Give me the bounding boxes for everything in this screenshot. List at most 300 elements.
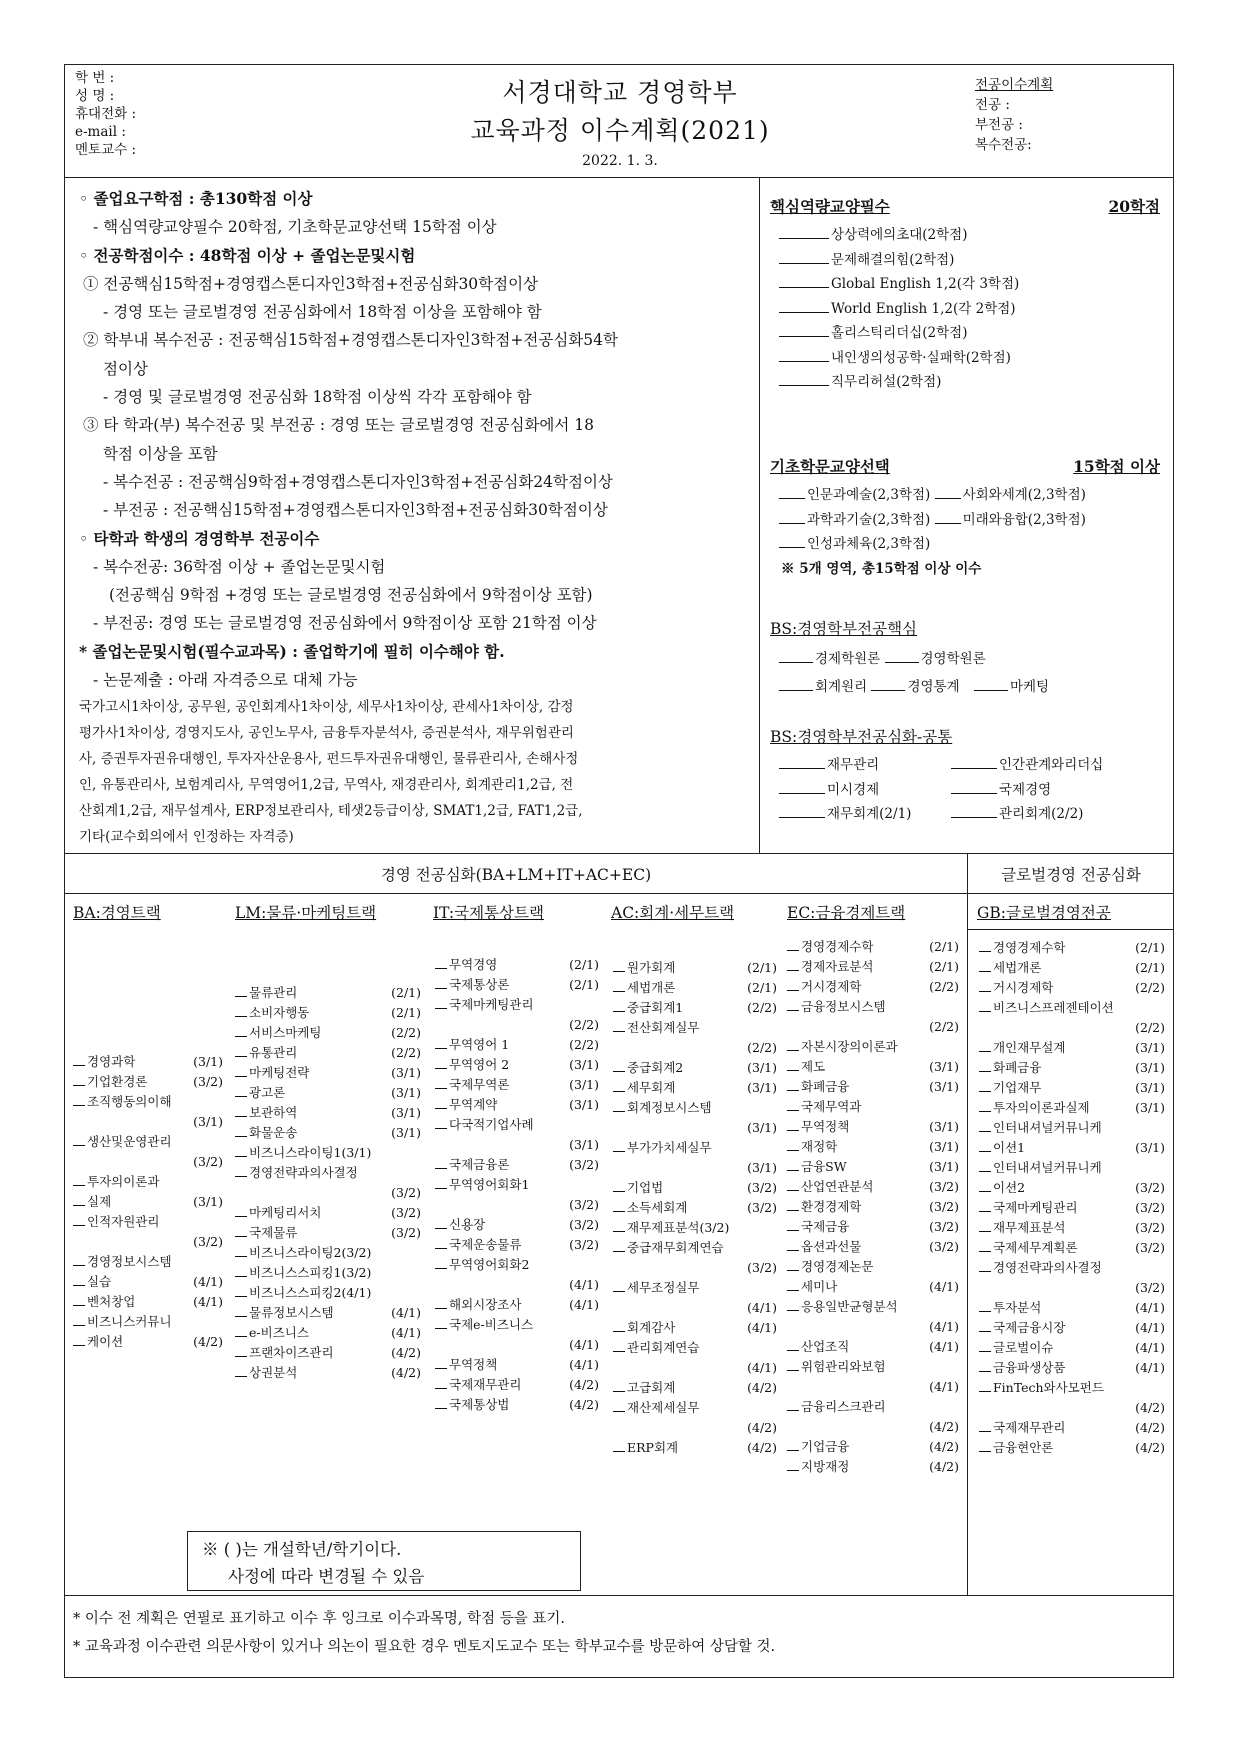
- course-name: 광고론: [235, 1083, 285, 1103]
- course-semester: (4/1): [193, 1274, 223, 1289]
- track-title-gb: GB:글로벌경영전공: [977, 904, 1111, 922]
- course-semester: (4/2): [1135, 1440, 1165, 1455]
- course-semester: (3/1): [569, 1097, 599, 1112]
- course-row: [979, 1158, 1165, 1178]
- course-name: 위험관리와보험: [787, 1357, 886, 1377]
- course-semester: (2/1): [569, 957, 599, 972]
- course-row: [73, 1332, 223, 1352]
- course-semester: (4/2): [569, 1397, 599, 1412]
- course-semester: (4/1): [929, 1339, 959, 1354]
- req-line: ◦ 타학과 학생의 경영학부 전공이수: [79, 528, 320, 548]
- course-semester: (2/1): [929, 959, 959, 974]
- course-row: [979, 1178, 1165, 1198]
- requirements-section: [79, 185, 618, 694]
- course-semester: (4/1): [929, 1319, 959, 1334]
- course-semester: (3/2): [569, 1217, 599, 1232]
- course-name: 중급회계2: [613, 1058, 683, 1078]
- course-row: [613, 1418, 777, 1438]
- course-row: [613, 1278, 777, 1298]
- course-name: 프랜차이즈관리: [235, 1343, 334, 1363]
- course-semester: (3/2): [569, 1157, 599, 1172]
- course-row: [73, 1192, 223, 1212]
- course-name: 개인재무설계: [979, 1038, 1065, 1058]
- course-name: 옵션과선물: [787, 1237, 861, 1257]
- course-item: 내인생의성공학·실패학(2학점): [831, 349, 1011, 366]
- course-name: 관리회계연습: [613, 1338, 699, 1358]
- course-semester: (3/1): [569, 1137, 599, 1152]
- course-semester: (4/1): [569, 1297, 599, 1312]
- req-line: ◦ 졸업요구학점 : 총130학점 이상: [79, 189, 313, 208]
- course-row: [787, 1157, 959, 1177]
- req-line: - 논문제출 : 아래 자격증으로 대체 가능: [93, 671, 358, 690]
- course-row: [787, 977, 959, 997]
- course-name: 생산및운영관리: [73, 1132, 172, 1152]
- course-semester: (3/2): [1135, 1240, 1165, 1255]
- course-name: 국제재무관리: [435, 1375, 521, 1395]
- course-name: 국제물류: [235, 1223, 297, 1243]
- basic-liberal-title: 기초학문교양선택: [770, 457, 890, 476]
- bs-adv-title: BS:경영학부전공심화-공통: [770, 728, 953, 746]
- course-semester: (3/2): [929, 1179, 959, 1194]
- course-row: [235, 1263, 421, 1283]
- course-row: [979, 1078, 1165, 1098]
- course-name: 물류정보시스템: [235, 1303, 334, 1323]
- student-id-label: 학 번 :: [75, 70, 115, 86]
- course-name: 경영전략과의사결정: [235, 1163, 358, 1183]
- footer-line: * 교육과정 이수관련 의문사항이 있거나 의논이 필요한 경우 멘토지도교수 또는 학부교수를 방문하여 상담할 것.: [73, 1639, 776, 1655]
- course-row: [979, 1218, 1165, 1238]
- course-item: 과학과기술(2,3학점): [807, 511, 931, 528]
- course-semester: (2/2): [929, 1019, 959, 1034]
- course-row: [613, 1198, 777, 1218]
- req-line: - 경영 또는 글로벌경영 전공심화에서 18학점 이상을 포함해야 함: [103, 303, 542, 322]
- course-name: 실제: [73, 1192, 111, 1212]
- course-semester: (4/1): [569, 1357, 599, 1372]
- course-name: 재정학: [787, 1137, 837, 1157]
- course-row: [613, 1358, 777, 1378]
- course-row: [787, 1217, 959, 1237]
- course-row: [235, 1283, 421, 1303]
- course-row: [613, 1138, 777, 1158]
- course-row: [235, 1043, 421, 1063]
- course-row: [787, 1117, 959, 1137]
- course-semester: (2/1): [1135, 940, 1165, 955]
- course-name: 투자의이론과: [73, 1172, 159, 1192]
- course-name: 국제세무계획론: [979, 1238, 1078, 1258]
- course-row: [73, 1132, 223, 1152]
- track-title-ba: BA:경영트랙: [73, 904, 161, 922]
- course-name: 세무조정실무: [613, 1278, 699, 1298]
- course-row: [787, 1437, 959, 1457]
- course-semester: (3/2): [1135, 1180, 1165, 1195]
- course-row: [73, 1092, 223, 1112]
- course-semester: (3/2): [929, 1199, 959, 1214]
- course-semester: (4/1): [1135, 1320, 1165, 1335]
- course-item: Global English 1,2(각 3학점): [831, 276, 1020, 292]
- course-name: FinTech와사모펀드: [979, 1378, 1104, 1398]
- course-semester: (2/2): [569, 1017, 599, 1032]
- course-name: 무역경영: [435, 955, 497, 975]
- course-name: 세무회계: [613, 1078, 675, 1098]
- course-semester: (4/2): [1135, 1420, 1165, 1435]
- course-row: [235, 983, 421, 1003]
- course-semester: (3/1): [929, 1119, 959, 1134]
- course-row: [613, 998, 777, 1018]
- course-semester: (4/1): [391, 1325, 421, 1340]
- course-name: 국제무역론: [435, 1075, 509, 1095]
- course-name: 무역정책: [435, 1355, 497, 1375]
- cert-line: 사, 증권투자권유대행인, 투자자산운용사, 펀드투자권유대행인, 물류관리사, 손해사정: [79, 751, 579, 767]
- course-row: [787, 1017, 959, 1037]
- track-list-ac: [613, 958, 777, 1458]
- course-name: 신용장: [435, 1215, 485, 1235]
- course-row: [73, 1072, 223, 1092]
- course-row: [613, 1258, 777, 1278]
- bs-core-header: [770, 617, 917, 639]
- core-liberal-title: 핵심역량교양필수: [770, 197, 890, 216]
- course-row: [979, 1258, 1165, 1278]
- course-name: 인적자원관리: [73, 1212, 159, 1232]
- course-item: 홀리스틱리더십(2학점): [831, 325, 968, 341]
- course-row: [787, 1137, 959, 1157]
- course-name: 회계정보시스템: [613, 1098, 712, 1118]
- course-row: [979, 1438, 1165, 1458]
- course-semester: (2/2): [747, 1000, 777, 1015]
- course-name: 경영정보시스템: [73, 1252, 172, 1272]
- course-row: [613, 978, 777, 998]
- course-item: 경제학원론: [815, 651, 881, 667]
- course-semester: (3/1): [193, 1114, 223, 1129]
- course-row: [435, 1335, 599, 1355]
- core-liberal-header: [770, 195, 1170, 217]
- course-item: 인간관계와리더십: [999, 757, 1104, 773]
- course-row: [613, 1058, 777, 1078]
- course-name: 화물운송: [235, 1123, 297, 1143]
- course-row: [235, 1063, 421, 1083]
- course-semester: (4/1): [747, 1320, 777, 1335]
- course-row: [613, 1158, 777, 1178]
- course-name: ERP회계: [613, 1438, 678, 1458]
- course-name: 부가가치세실무: [613, 1138, 712, 1158]
- course-semester: (4/2): [391, 1365, 421, 1380]
- course-semester: (4/1): [929, 1279, 959, 1294]
- course-name: 경영전략과의사결정: [979, 1258, 1102, 1278]
- course-row: [979, 1398, 1165, 1418]
- course-name: 국제금융론: [435, 1155, 509, 1175]
- course-semester: (3/1): [929, 1079, 959, 1094]
- course-name: 보관하역: [235, 1103, 297, 1123]
- course-row: [235, 1243, 421, 1263]
- course-name: 환경경제학: [787, 1197, 861, 1217]
- course-semester: (4/2): [747, 1440, 777, 1455]
- basic-note: ※ 5개 영역, 총15학점 이상 이수: [781, 560, 982, 577]
- course-name: 비즈니스프레젠테이션: [979, 998, 1114, 1018]
- course-semester: (4/2): [747, 1380, 777, 1395]
- course-name: 이션2: [979, 1178, 1025, 1198]
- course-name: 비즈니스라이팅1(3/1): [235, 1143, 371, 1163]
- course-semester: (4/2): [1135, 1400, 1165, 1415]
- req-line: 학점 이상을 포함: [103, 444, 218, 463]
- course-semester: (3/1): [391, 1105, 421, 1120]
- req-line: ② 학부내 복수전공 : 전공핵심15학점+경영캡스톤디자인3학점+전공심화54학: [83, 331, 618, 350]
- course-semester: (4/1): [1135, 1360, 1165, 1375]
- cert-line: 산회계1,2급, 재무설계사, ERP정보관리사, 테샛2등급이상, SMAT1,2급, FAT1,2급,: [79, 803, 583, 819]
- core-liberal-credits: 20학점: [1108, 197, 1160, 216]
- course-semester: (2/1): [747, 960, 777, 975]
- course-row: [235, 1083, 421, 1103]
- major-label: 전공 :: [975, 97, 1010, 113]
- course-semester: (3/2): [747, 1180, 777, 1195]
- course-row: [435, 975, 599, 995]
- bs-core-list: [779, 645, 1049, 701]
- course-row: [235, 1143, 421, 1163]
- course-row: [235, 1223, 421, 1243]
- req-line: (전공핵심 9학점 +경영 또는 글로벌경영 전공심화에서 9학점이상 포함): [109, 586, 593, 605]
- req-line: ③ 타 학과(부) 복수전공 및 부전공 : 경영 또는 글로벌경영 전공심화에서 18: [83, 416, 595, 435]
- course-semester: (4/1): [1135, 1300, 1165, 1315]
- course-row: [979, 1278, 1165, 1298]
- course-row: [787, 1177, 959, 1197]
- course-row: [787, 937, 959, 957]
- course-semester: (3/2): [1135, 1220, 1165, 1235]
- req-line: - 복수전공 : 전공핵심9학점+경영캡스톤디자인3학점+전공심화24학점이상: [103, 472, 613, 491]
- course-name: 비즈니스스피킹1(3/2): [235, 1263, 371, 1283]
- course-item: 문제해결의힘(2학점): [831, 251, 955, 268]
- course-semester: (4/1): [193, 1294, 223, 1309]
- track-title-ac: AC:회계·세무트랙: [611, 904, 735, 922]
- course-semester: (4/2): [747, 1420, 777, 1435]
- course-name: 중급회계1: [613, 998, 683, 1018]
- course-semester: (3/2): [929, 1239, 959, 1254]
- course-name: 세법개론: [613, 978, 675, 998]
- course-row: [787, 1057, 959, 1077]
- course-name: 자본시장의이론과: [787, 1037, 898, 1057]
- course-semester: (2/1): [747, 980, 777, 995]
- course-semester: (4/1): [569, 1277, 599, 1292]
- course-name: 케이션: [73, 1332, 123, 1352]
- course-row: [787, 1077, 959, 1097]
- bs-core-title: BS:경영학부전공핵심: [770, 620, 918, 638]
- course-semester: (3/2): [929, 1219, 959, 1234]
- course-row: [73, 1112, 223, 1132]
- course-row: [787, 1417, 959, 1437]
- course-row: [979, 958, 1165, 978]
- course-row: [235, 1183, 421, 1203]
- req-line: - 부전공: 경영 또는 글로벌경영 전공심화에서 9학점이상 포함 21학점 이상: [93, 614, 597, 633]
- course-semester: (3/1): [1135, 1060, 1165, 1075]
- course-semester: (3/2): [1135, 1280, 1165, 1295]
- basic-liberal-header: [770, 455, 1170, 477]
- course-name: 화폐금융: [979, 1058, 1041, 1078]
- course-semester: (4/1): [1135, 1340, 1165, 1355]
- course-semester: (4/2): [929, 1419, 959, 1434]
- minor-label: 부전공 :: [975, 117, 1023, 133]
- course-item: 미시경제: [827, 781, 880, 798]
- core-liberal-list: [779, 223, 1019, 395]
- course-row: [979, 1358, 1165, 1378]
- course-row: [787, 1397, 959, 1417]
- course-row: [435, 995, 599, 1015]
- course-row: [73, 1292, 223, 1312]
- req-line: - 복수전공: 36학점 이상 + 졸업논문및시험: [93, 557, 386, 576]
- course-row: [979, 1198, 1165, 1218]
- course-row: [235, 1203, 421, 1223]
- course-row: [235, 1343, 421, 1363]
- mentor-label: 멘토교수 :: [75, 142, 137, 158]
- course-name: 물류관리: [235, 983, 297, 1003]
- course-name: 투자의이론과실제: [979, 1098, 1090, 1118]
- course-row: [979, 1378, 1165, 1398]
- course-name: 상권분석: [235, 1363, 297, 1383]
- basic-liberal-credits: 15학점 이상: [1073, 457, 1160, 476]
- track-list-it: [435, 955, 599, 1415]
- req-line: 점이상: [103, 359, 148, 378]
- course-item: 회계원리: [815, 679, 868, 695]
- course-semester: (3/2): [569, 1197, 599, 1212]
- course-name: 제도: [787, 1057, 825, 1077]
- course-row: [979, 978, 1165, 998]
- course-row: [435, 1175, 599, 1195]
- bs-adv-list: [779, 753, 1169, 827]
- certificate-list: [79, 694, 583, 850]
- course-row: [613, 958, 777, 978]
- course-semester: (4/1): [747, 1300, 777, 1315]
- course-semester: (3/1): [747, 1060, 777, 1075]
- course-item: 재무회계(2/1): [827, 806, 912, 822]
- course-name: 금융파생상품: [979, 1358, 1065, 1378]
- course-name: 경영경제수학: [787, 937, 873, 957]
- course-row: [979, 938, 1165, 958]
- course-name: 국제마케팅관리: [979, 1198, 1078, 1218]
- track-list-ba: [73, 1052, 223, 1352]
- course-row: [435, 1195, 599, 1215]
- course-semester: (3/1): [1135, 1140, 1165, 1155]
- course-semester: (2/1): [929, 939, 959, 954]
- course-semester: (3/1): [929, 1139, 959, 1154]
- course-semester: (3/1): [929, 1059, 959, 1074]
- course-row: [435, 1315, 599, 1335]
- course-semester: (4/1): [391, 1305, 421, 1320]
- course-name: 조직행동의이해: [73, 1092, 172, 1112]
- course-item: 인성과체육(2,3학점): [807, 536, 931, 552]
- email-label: e-mail :: [75, 124, 126, 140]
- course-row: [787, 1197, 959, 1217]
- course-name: 무역영어회화2: [435, 1255, 529, 1275]
- course-row: [979, 1298, 1165, 1318]
- course-row: [435, 1115, 599, 1135]
- course-semester: (3/2): [391, 1185, 421, 1200]
- course-row: [235, 1323, 421, 1343]
- course-name: 기업법: [613, 1178, 663, 1198]
- course-semester: (4/2): [391, 1345, 421, 1360]
- curriculum-title: 교육과정 이수계획(2021): [470, 116, 770, 145]
- course-name: 국제재무관리: [979, 1418, 1065, 1438]
- course-name: 소득세회계: [613, 1198, 687, 1218]
- course-item: 직무리허설(2학점): [831, 374, 942, 390]
- course-item: 마케팅: [1009, 679, 1050, 695]
- course-name: 금융SW: [787, 1157, 847, 1177]
- course-name: 국제운송물류: [435, 1235, 521, 1255]
- course-semester: (3/1): [193, 1054, 223, 1069]
- course-row: [435, 1055, 599, 1075]
- course-item: 상상력에의초대(2학점): [831, 227, 968, 243]
- cert-line: 평가사1차이상, 경영지도사, 공인노무사, 금융투자분석사, 증권분석사, 재무위험관리: [79, 725, 574, 741]
- course-row: [613, 1298, 777, 1318]
- course-name: 국제금융시장: [979, 1318, 1065, 1338]
- course-name: 글로벌이슈: [979, 1338, 1053, 1358]
- course-name: 재산제세실무: [613, 1398, 699, 1418]
- global-advanced-title: 글로벌경영 전공심화: [1001, 866, 1141, 884]
- phone-label: 휴대전화 :: [75, 106, 137, 122]
- course-semester: (3/1): [391, 1085, 421, 1100]
- course-name: 마케팅전략: [235, 1063, 309, 1083]
- course-name: 유통관리: [235, 1043, 297, 1063]
- course-name: 무역영어회화1: [435, 1175, 529, 1195]
- course-semester: (2/1): [569, 977, 599, 992]
- course-row: [435, 1155, 599, 1175]
- note-line: ※ ( )는 개설학년/학기이다.: [202, 1540, 402, 1559]
- track-list-gb: [979, 938, 1165, 1458]
- cert-line: 기타(교수회의에서 인정하는 자격증): [79, 829, 294, 845]
- course-semester: (3/1): [747, 1080, 777, 1095]
- course-name: 기업환경론: [73, 1072, 147, 1092]
- course-row: [979, 998, 1165, 1018]
- cert-line: 인, 유통관리사, 보험계리사, 무역영어1,2급, 무역사, 재경관리사, 회계관리1,2급, 전: [79, 777, 574, 793]
- course-row: [979, 1118, 1165, 1138]
- course-name: 국제마케팅관리: [435, 995, 534, 1015]
- course-semester: (2/1): [1135, 960, 1165, 975]
- course-row: [979, 1418, 1165, 1438]
- course-row: [73, 1052, 223, 1072]
- course-item: 사회와세계(2,3학점): [962, 487, 1086, 503]
- course-name: 비즈니스커뮤니: [73, 1312, 172, 1332]
- course-name: 비즈니스스피킹2(4/1): [235, 1283, 371, 1303]
- course-row: [613, 1218, 777, 1238]
- course-row: [73, 1232, 223, 1252]
- course-semester: (3/2): [391, 1225, 421, 1240]
- course-name: 무역계약: [435, 1095, 497, 1115]
- form-page: [64, 64, 1174, 1678]
- course-name: 서비스마케팅: [235, 1023, 321, 1043]
- course-semester: (3/2): [193, 1234, 223, 1249]
- course-row: [979, 1318, 1165, 1338]
- course-name: 국제통상론: [435, 975, 509, 995]
- course-semester: (2/2): [747, 1040, 777, 1055]
- course-name: 금융리스크관리: [787, 1397, 886, 1417]
- course-row: [613, 1078, 777, 1098]
- course-name: 세미나: [787, 1277, 837, 1297]
- course-row: [787, 1357, 959, 1377]
- req-line: - 핵심역량교양필수 20학점, 기초학문교양선택 15학점 이상: [93, 218, 497, 237]
- course-row: [613, 1038, 777, 1058]
- course-semester: (4/2): [929, 1459, 959, 1474]
- course-name: 산업연관분석: [787, 1177, 873, 1197]
- course-semester: (2/2): [1135, 1020, 1165, 1035]
- course-semester: (3/2): [747, 1260, 777, 1275]
- course-name: 산업조직: [787, 1337, 849, 1357]
- course-item: 경영통계: [907, 679, 960, 695]
- course-row: [787, 1457, 959, 1477]
- course-row: [235, 1303, 421, 1323]
- course-name: 국제통상법: [435, 1395, 509, 1415]
- semester-note-box: [187, 1531, 581, 1591]
- course-row: [787, 1037, 959, 1057]
- course-semester: (2/2): [929, 979, 959, 994]
- course-name: 마케팅리서치: [235, 1203, 321, 1223]
- course-semester: (2/2): [391, 1045, 421, 1060]
- course-row: [435, 1375, 599, 1395]
- course-semester: (3/2): [569, 1237, 599, 1252]
